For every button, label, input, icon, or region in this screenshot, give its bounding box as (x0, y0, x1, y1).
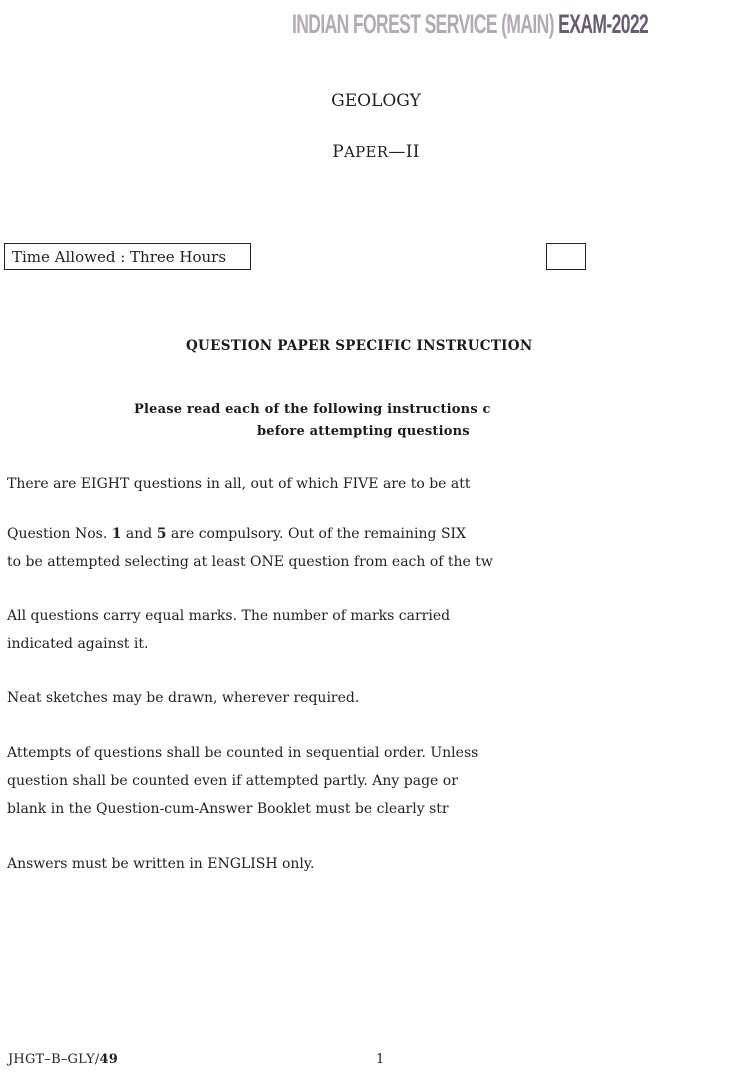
stamp-text-part1: INDIAN FOREST SERVICE (MAIN) (292, 8, 554, 39)
please-read-line1: Please read each of the following instructions c (134, 402, 491, 417)
instruction-paragraph-5-line2: question shall be counted even if attempted partly. Any page or (7, 773, 458, 789)
p2-text-a: Question Nos. (7, 526, 112, 542)
subject-title: GEOLOGY (331, 91, 421, 111)
instruction-paragraph-2-line2: to be attempted selecting at least ONE question from each of the tw (7, 554, 493, 570)
p2-question-number-1: 1 (111, 526, 122, 542)
paper-suffix: —II (388, 142, 420, 162)
instruction-paragraph-1: There are EIGHT questions in all, out of which FIVE are to be att (7, 476, 471, 492)
instruction-paragraph-3-line2: indicated against it. (7, 636, 149, 652)
paper-title (0, 142, 752, 162)
p2-text-c: are compulsory. Out of the remaining SIX (166, 526, 467, 542)
paper-code-number: 49 (99, 1052, 119, 1067)
please-read-line2: before attempting questions (257, 424, 470, 439)
instruction-paragraph-6: Answers must be written in ENGLISH only. (7, 856, 315, 872)
p2-question-number-5: 5 (156, 526, 167, 542)
stamp-text-part2: EXAM-2022 (553, 8, 649, 39)
time-allowed-box: Time Allowed : Three Hours (4, 243, 251, 270)
instruction-paragraph-3-line1: All questions carry equal marks. The number of marks carried (7, 608, 451, 624)
instruction-paragraph-4: Neat sketches may be drawn, wherever required. (7, 690, 360, 706)
paper-prefix-rest: APER (344, 143, 389, 161)
p2-text-b: and (121, 526, 157, 542)
paper-code (8, 1052, 118, 1067)
maximum-marks-box (546, 243, 586, 270)
paper-prefix-initial: P (332, 142, 345, 162)
paper-code-prefix: JHGT–B–GLY/ (8, 1052, 100, 1067)
page-number: 1 (376, 1052, 385, 1067)
exam-stamp (292, 8, 648, 41)
instructions-heading: QUESTION PAPER SPECIFIC INSTRUCTION (186, 338, 533, 354)
instruction-paragraph-2 (7, 520, 466, 548)
instruction-paragraph-5-line3: blank in the Question-cum-Answer Booklet must be clearly str (7, 801, 449, 817)
instruction-paragraph-5-line1: Attempts of questions shall be counted in sequential order. Unless (7, 745, 479, 761)
